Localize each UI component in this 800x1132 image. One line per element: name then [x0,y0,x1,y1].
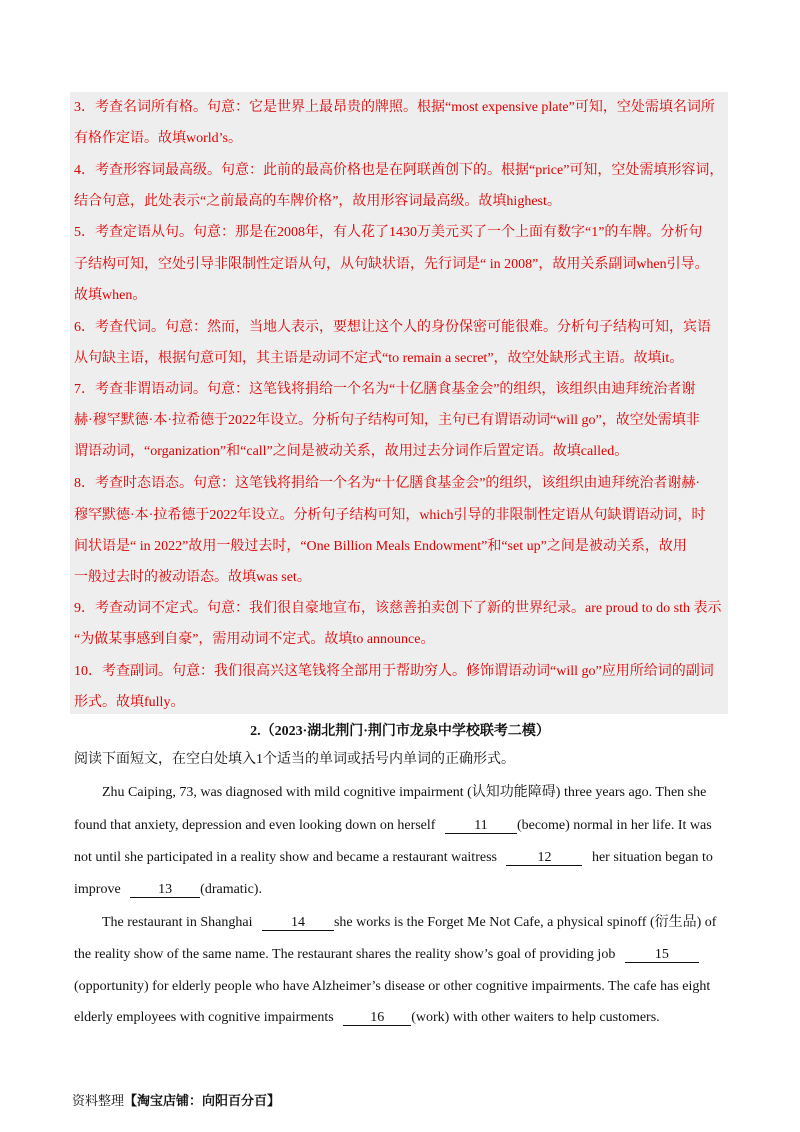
answer-4-line-1: 4．考查形容词最高级。句意：此前的最高价格也是在阿联酋创下的。根据“price”可知，空处需填形容词， [74,163,724,178]
passage-text: elderly employees with cognitive impairments [74,1010,334,1025]
blank-14[interactable]: 14 [262,915,334,931]
section-title: 2.（2023·湖北荆门·荆门市龙泉中学校联考二模） [250,724,550,739]
answer-6-line-2: 从句缺主语，根据句意可知，其主语是动词不定式“to remain a secret”，故空处缺形式主语。故填it。 [74,351,684,366]
passage-text: her situation began to [591,850,713,865]
passage-text: improve [74,882,121,897]
blank-13[interactable]: 13 [130,882,200,898]
passage-text: (work) with other waiters to help customers. [411,1010,660,1025]
answer-5-line-1: 5．考查定语从句。句意：那是在2008年，有人花了1430万美元买了一个上面有数字“1”的车牌。分析句 [74,225,703,240]
blank-16[interactable]: 16 [343,1010,411,1026]
answer-explanation-box [70,92,728,714]
answer-10-line-2: 形式。故填fully。 [74,695,185,710]
passage-p1-line-1: Zhu Caiping, 73, was diagnosed with mild cognitive impairment (认知功能障碍) three years ago. Then she [102,785,707,800]
passage-text: not until she participated in a reality show and became a restaurant waitress [74,850,497,865]
passage-p2-line-2 [74,947,699,963]
passage-text: found that anxiety, depression and even looking down on herself [74,818,436,833]
passage-p2-line-4 [74,1010,660,1026]
answer-7-line-1: 7．考查非谓语动词。句意：这笔钱将捐给一个名为“十亿膳食基金会”的组织，该组织由迪拜统治者谢 [74,382,696,397]
passage-text: The restaurant in Shanghai [102,915,253,930]
instruction-text: 阅读下面短文，在空白处填入1个适当的单词或括号内单词的正确形式。 [74,752,515,767]
answer-7-line-2: 赫·穆罕默德·本·拉希德于2022年设立。分析句子结构可知，主句已有谓语动词“will go”，故空处需填非 [74,413,700,428]
passage-text: she works is the Forget Me Not Cafe, a physical spinoff (衍生品) of [333,915,717,930]
blank-12[interactable]: 12 [506,850,582,866]
footer-prefix: 资料整理 [72,1093,125,1108]
passage-p1-line-3 [74,850,713,866]
passage-text: (dramatic). [200,882,262,897]
answer-8-line-2: 穆罕默德·本·拉希德于2022年设立。分析句子结构可知，which引导的非限制性定语从句缺谓语动词，时 [74,508,706,523]
answer-3-line-2: 有格作定语。故填world’s。 [74,131,242,146]
answer-5-line-2: 子结构可知，空处引导非限制性定语从句，从句缺状语，先行词是“ in 2008”，故用关系副词when引导。 [74,257,709,272]
answer-9-line-1: 9．考查动词不定式。句意：我们很自豪地宣布，该慈善拍卖创下了新的世界纪录。are proud to do sth 表示 [74,601,722,616]
answer-4-line-2: 结合句意，此处表示“之前最高的车牌价格”，故用形容词最高级。故填highest。 [74,194,561,209]
footer-shop: 【淘宝店铺：向阳百分百】 [124,1093,281,1108]
answer-8-line-3: 间状语是“ in 2022”故用一般过去时，“One Billion Meals Endowment”和“set up”之间是被动关系，故用 [74,539,687,554]
passage-p2-line-1 [102,915,716,931]
passage-p1-line-4 [74,882,262,898]
answer-3-line-1: 3．考查名词所有格。句意：它是世界上最昂贵的牌照。根据“most expensive plate”可知，空处需填名词所 [74,100,715,115]
passage-p1-line-2 [74,818,712,834]
answer-8-line-4: 一般过去时的被动语态。故填was set。 [74,570,311,585]
blank-15[interactable]: 15 [625,947,699,963]
answer-6-line-1: 6．考查代词。句意：然而，当地人表示，要想让这个人的身份保密可能很难。分析句子结构可知，宾语 [74,320,711,335]
passage-text: (become) normal in her life. It was [516,818,712,833]
blank-11[interactable]: 11 [445,818,517,834]
answer-9-line-2: “为做某事感到自豪”，需用动词不定式。故填to announce。 [74,632,435,647]
passage-p2-line-3: (opportunity) for elderly people who have Alzheimer’s disease or other cognitive impairments. The cafe has eight [74,979,711,994]
answer-10-line-1: 10．考查副词。句意：我们很高兴这笔钱将全部用于帮助穷人。修饰谓语动词“will go”应用所给词的副词 [74,664,714,679]
answer-8-line-1: 8．考查时态语态。句意：这笔钱将捐给一个名为“十亿膳食基金会”的组织，该组织由迪拜统治者谢赫· [74,476,701,491]
answer-7-line-3: 谓语动词，“organization”和“call”之间是被动关系，故用过去分词作后置定语。故填called。 [74,444,629,459]
answer-5-line-3: 故填when。 [74,288,147,303]
passage-text: the reality show of the same name. The restaurant shares the reality show’s goal of providing job [74,947,616,962]
page-footer [72,1090,280,1109]
